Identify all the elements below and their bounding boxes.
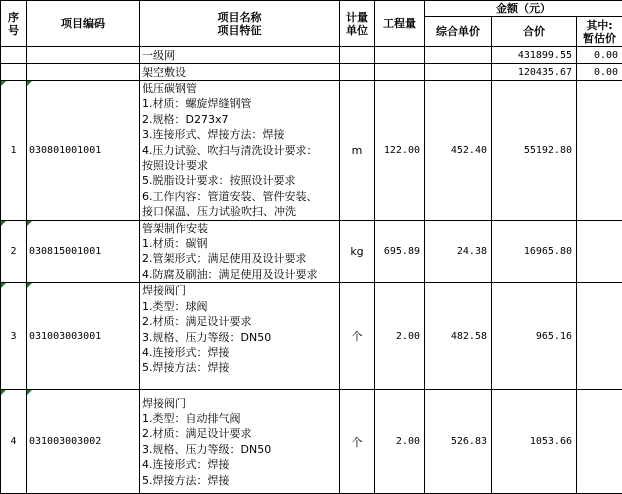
header-est-line1: 其中: [577, 19, 622, 32]
item-feature: 4.防腐及刷油：满足使用及设计要求 [142, 267, 339, 282]
header-total: 合价 [492, 17, 577, 47]
item-feature: 6.工作内容：管道安装、管件安装、 [142, 189, 339, 204]
item-feature: 1.类型：自动排气阀 [142, 411, 339, 426]
item-feature: 4.连接形式：焊接 [142, 345, 339, 360]
header-est [577, 17, 622, 47]
header-name: 项目名称 [140, 11, 339, 24]
item-unit: kg [340, 220, 375, 283]
item-feature: 2.材质：满足设计要求 [142, 426, 339, 441]
item-feature: 5.脱脂设计要求：按照设计要求 [142, 173, 339, 188]
group-row [1, 47, 622, 64]
item-code: 031003003001 [27, 283, 140, 390]
table-row [1, 283, 622, 390]
item-feature: 1.材质：碳钢 [142, 236, 339, 251]
group-row [1, 64, 622, 81]
item-feature: 2.材质：满足设计要求 [142, 314, 339, 329]
table-row [1, 390, 622, 494]
group-est: 0.00 [577, 64, 622, 81]
comment-marker [27, 81, 32, 86]
item-seq: 2 [1, 220, 27, 283]
header-qty: 工程量 [375, 1, 425, 47]
item-description [140, 81, 340, 221]
item-total: 55192.80 [492, 81, 577, 221]
item-code: 030815001001 [27, 220, 140, 283]
group-total: 431899.55 [492, 47, 577, 64]
table-row [1, 81, 622, 221]
item-unit-price: 482.58 [425, 283, 492, 390]
item-feature: 4.压力试验、吹扫与清洗设计要求： [142, 143, 339, 158]
item-description [140, 220, 340, 283]
item-total: 16965.80 [492, 220, 577, 283]
group-name: 架空敷设 [140, 64, 340, 81]
item-name: 焊接阀门 [142, 396, 339, 411]
comment-marker [1, 81, 6, 86]
header-amount: 金额（元） [425, 1, 622, 17]
group-name: 一级网 [140, 47, 340, 64]
header-name-feature [140, 1, 340, 47]
item-qty: 695.89 [375, 220, 425, 283]
item-feature: 3.规格、压力等级：DN50 [142, 330, 339, 345]
item-name: 低压碳钢管 [142, 81, 339, 96]
header-code: 项目编码 [27, 1, 140, 47]
item-code: 030801001001 [27, 81, 140, 221]
item-unit-price: 526.83 [425, 390, 492, 494]
header-est-line2: 暂估价 [577, 32, 622, 45]
item-code: 031003003002 [27, 390, 140, 494]
item-qty: 122.00 [375, 81, 425, 221]
item-feature: 1.材质：螺旋焊缝钢管 [142, 96, 339, 111]
comment-marker [27, 283, 32, 288]
item-seq: 3 [1, 283, 27, 390]
item-unit-price: 452.40 [425, 81, 492, 221]
item-name: 管架制作安装 [142, 221, 339, 236]
group-total: 120435.67 [492, 64, 577, 81]
item-feature: 3.连接形式、焊接方法：焊接 [142, 127, 339, 142]
item-unit: 个 [340, 283, 375, 390]
item-est [577, 390, 622, 494]
header-seq-label: 序号 [8, 11, 20, 37]
comment-marker [1, 283, 6, 288]
comment-marker [1, 390, 6, 395]
header-unit-price: 综合单价 [425, 17, 492, 47]
item-feature: 按照设计要求 [142, 158, 339, 173]
item-feature: 4.连接形式：焊接 [142, 457, 339, 472]
item-description [140, 283, 340, 390]
item-description [140, 390, 340, 494]
item-est [577, 220, 622, 283]
header-unit-label: 计量单位 [345, 11, 369, 37]
item-seq: 1 [1, 81, 27, 221]
item-total: 965.16 [492, 283, 577, 390]
item-feature: 1.类型：球阀 [142, 299, 339, 314]
comment-marker [27, 221, 32, 226]
header-seq [1, 1, 27, 47]
item-name: 焊接阀门 [142, 283, 339, 298]
header-feature: 项目特征 [140, 24, 339, 37]
table-row [1, 220, 622, 283]
item-est [577, 283, 622, 390]
item-est [577, 81, 622, 221]
item-unit: m [340, 81, 375, 221]
item-seq: 4 [1, 390, 27, 494]
item-feature: 2.规格：D273x7 [142, 112, 339, 127]
item-unit: 个 [340, 390, 375, 494]
item-feature: 接口保温、压力试验吹扫、冲洗 [142, 204, 339, 219]
item-total: 1053.66 [492, 390, 577, 494]
comment-marker [1, 221, 6, 226]
header-unit [340, 1, 375, 47]
item-feature: 5.焊接方法：焊接 [142, 360, 339, 375]
item-unit-price: 24.38 [425, 220, 492, 283]
item-feature: 3.规格、压力等级：DN50 [142, 442, 339, 457]
item-qty: 2.00 [375, 390, 425, 494]
item-feature: 5.焊接方法：焊接 [142, 473, 339, 488]
comment-marker [27, 390, 32, 395]
item-feature: 2.管架形式：满足使用及设计要求 [142, 251, 339, 266]
item-qty: 2.00 [375, 283, 425, 390]
group-est: 0.00 [577, 47, 622, 64]
